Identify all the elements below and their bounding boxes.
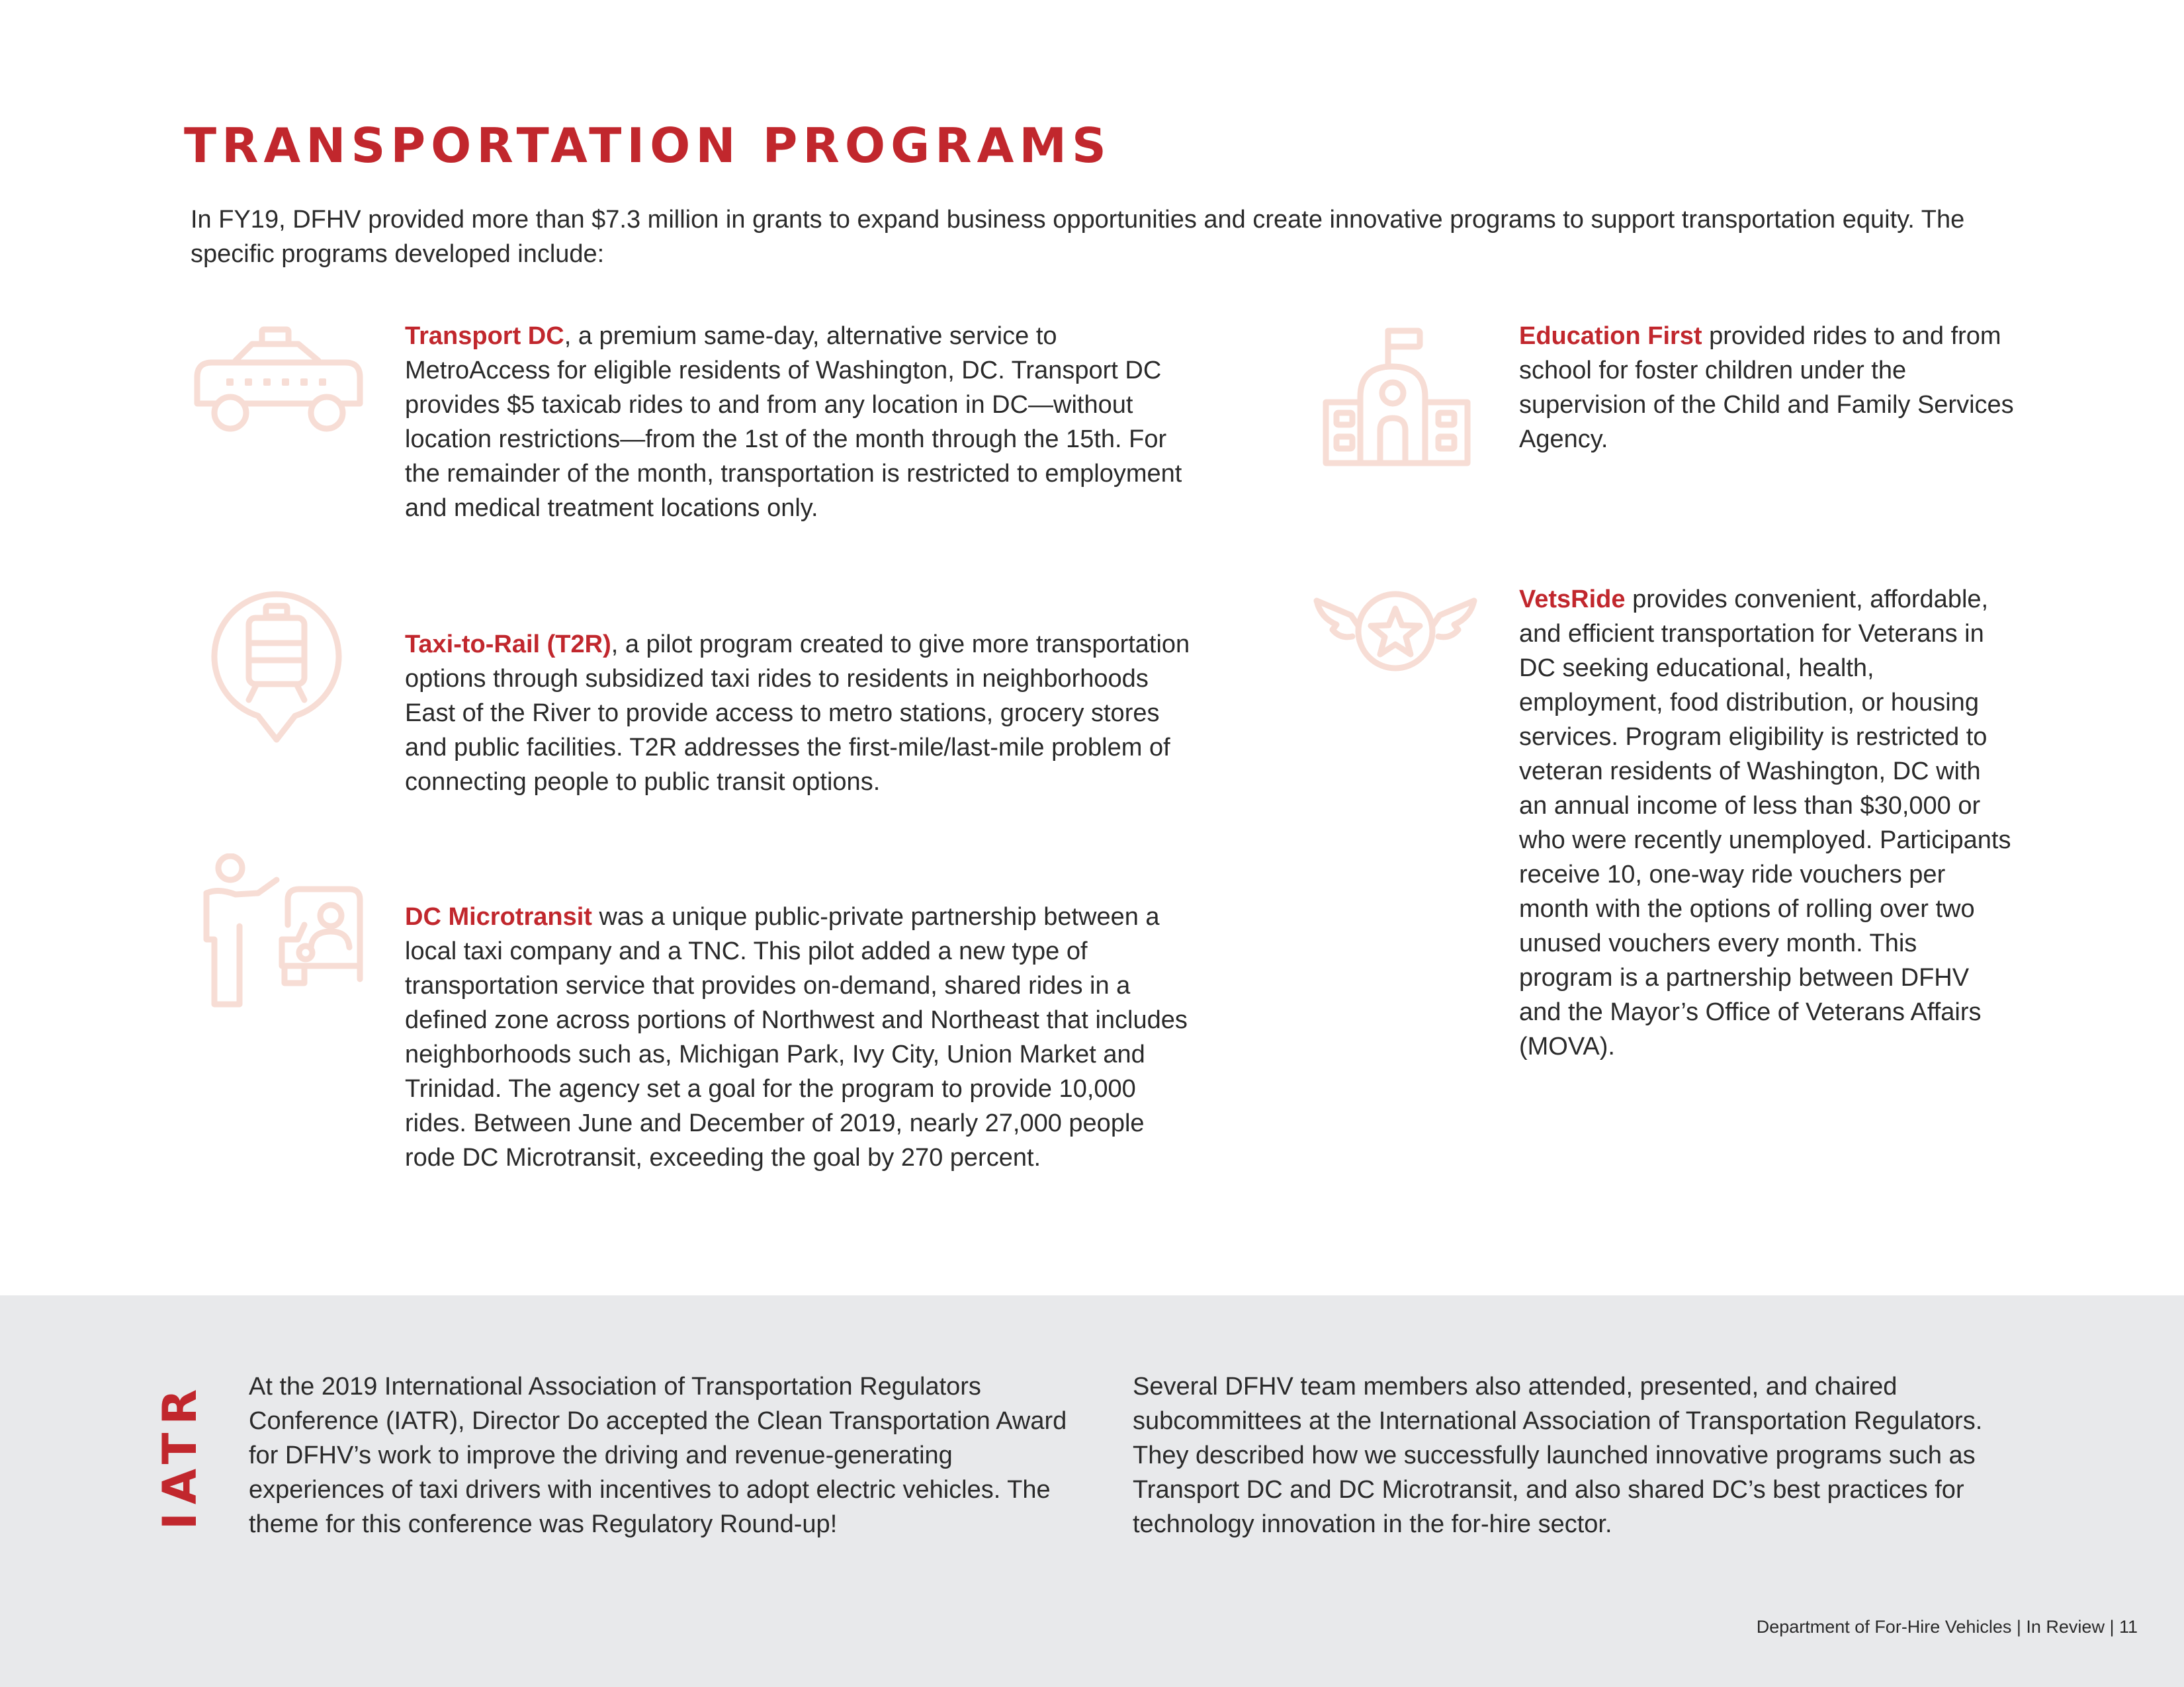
- program-description: , a premium same-day, alternative service to MetroAccess for eligible residents of Washington, DC. Transport DC provides $5 taxicab rides to and from any location in DC—without location restrictions—from the 1st of the month through the 15th. For the remainder of the month, transportation is restricted to employment and medical treatment locations only.: [405, 322, 1182, 522]
- program-transport-dc: [405, 319, 1199, 525]
- iatr-right-paragraph: Several DFHV team members also attended, presented, and chaired subcommittees at the International Association of Transportation Regulators. They described how we successfully launched innovative programs such as Transport DC and DC Microtransit, and also shared DC’s best practices for technology innovation in the for-hire sector.: [1133, 1373, 1983, 1538]
- person-hailing-car-icon: [198, 853, 364, 1012]
- school-building-icon: [1321, 324, 1473, 470]
- program-name: Taxi-to-Rail (T2R): [405, 630, 611, 658]
- iatr-label-text: IATR: [153, 1381, 207, 1530]
- taxi-icon: [189, 324, 368, 437]
- program-name: VetsRide: [1519, 585, 1626, 613]
- train-location-pin-icon: [210, 586, 343, 745]
- program-description: provided rides to and from school for foster children under the supervision of the Child and Family Services Agency.: [1519, 322, 2014, 453]
- page-title: TRANSPORTATION PROGRAMS: [184, 118, 1112, 173]
- program-name: DC Microtransit: [405, 903, 592, 931]
- program-taxi-to-rail: [405, 627, 1199, 799]
- program-vetsride: [1519, 582, 2015, 1064]
- program-description: was a unique public-private partnership between a local taxi company and a TNC. This pilot added a new type of transportation service that provides on-demand, shared rides in a defined zone across portions of Northwest and Northeast that includes neighborhoods such as, Michigan Park, Ivy City, Union Market and Trinidad. The agency set a goal for the program to provide 10,000 rides. Between June and December of 2019, nearly 27,000 people rode DC Microtransit, exceeding the goal by 270 percent.: [405, 903, 1188, 1172]
- program-description: provides convenient, affordable, and efficient transportation for Veterans in DC seeking educational, health, employment, food distribution, or housing services. Program eligibility is restricted to veteran residents of Washington, DC with an annual income of less than $30,000 or who were recently unemployed. Participants receive 10, one-way ride vouchers per month with the options of rolling over two unused vouchers every month. This program is a partnership between DFHV and the Mayor’s Office of Veterans Affairs (MOVA).: [1519, 585, 2011, 1060]
- iatr-left-paragraph: At the 2019 International Association of Transportation Regulators Conference (IATR), Director Do accepted the Clean Transportation Award for DFHV’s work to improve the driving and revenue-generating experiences of taxi drivers with incentives to adopt electric vehicles. The theme for this conference was Regulatory Round-up!: [249, 1373, 1067, 1538]
- program-name: Transport DC: [405, 322, 564, 350]
- program-education-first: [1519, 319, 2015, 456]
- page-footer: Department of For-Hire Vehicles | In Review | 11: [1756, 1617, 2138, 1637]
- intro-paragraph: In FY19, DFHV provided more than $7.3 million in grants to expand business opportunities and create innovative programs to support transportation equity. The specific programs developed include:: [191, 206, 1965, 268]
- program-name: Education First: [1519, 322, 1702, 350]
- winged-star-badge-icon: [1313, 589, 1478, 675]
- program-dc-microtransit: [405, 900, 1199, 1175]
- program-description: , a pilot program created to give more transportation options through subsidized taxi rides to residents in neighborhoods East of the River to provide access to metro stations, grocery stores and public facilities. T2R addresses the first-mile/last-mile problem of connecting people to public transit options.: [405, 630, 1190, 796]
